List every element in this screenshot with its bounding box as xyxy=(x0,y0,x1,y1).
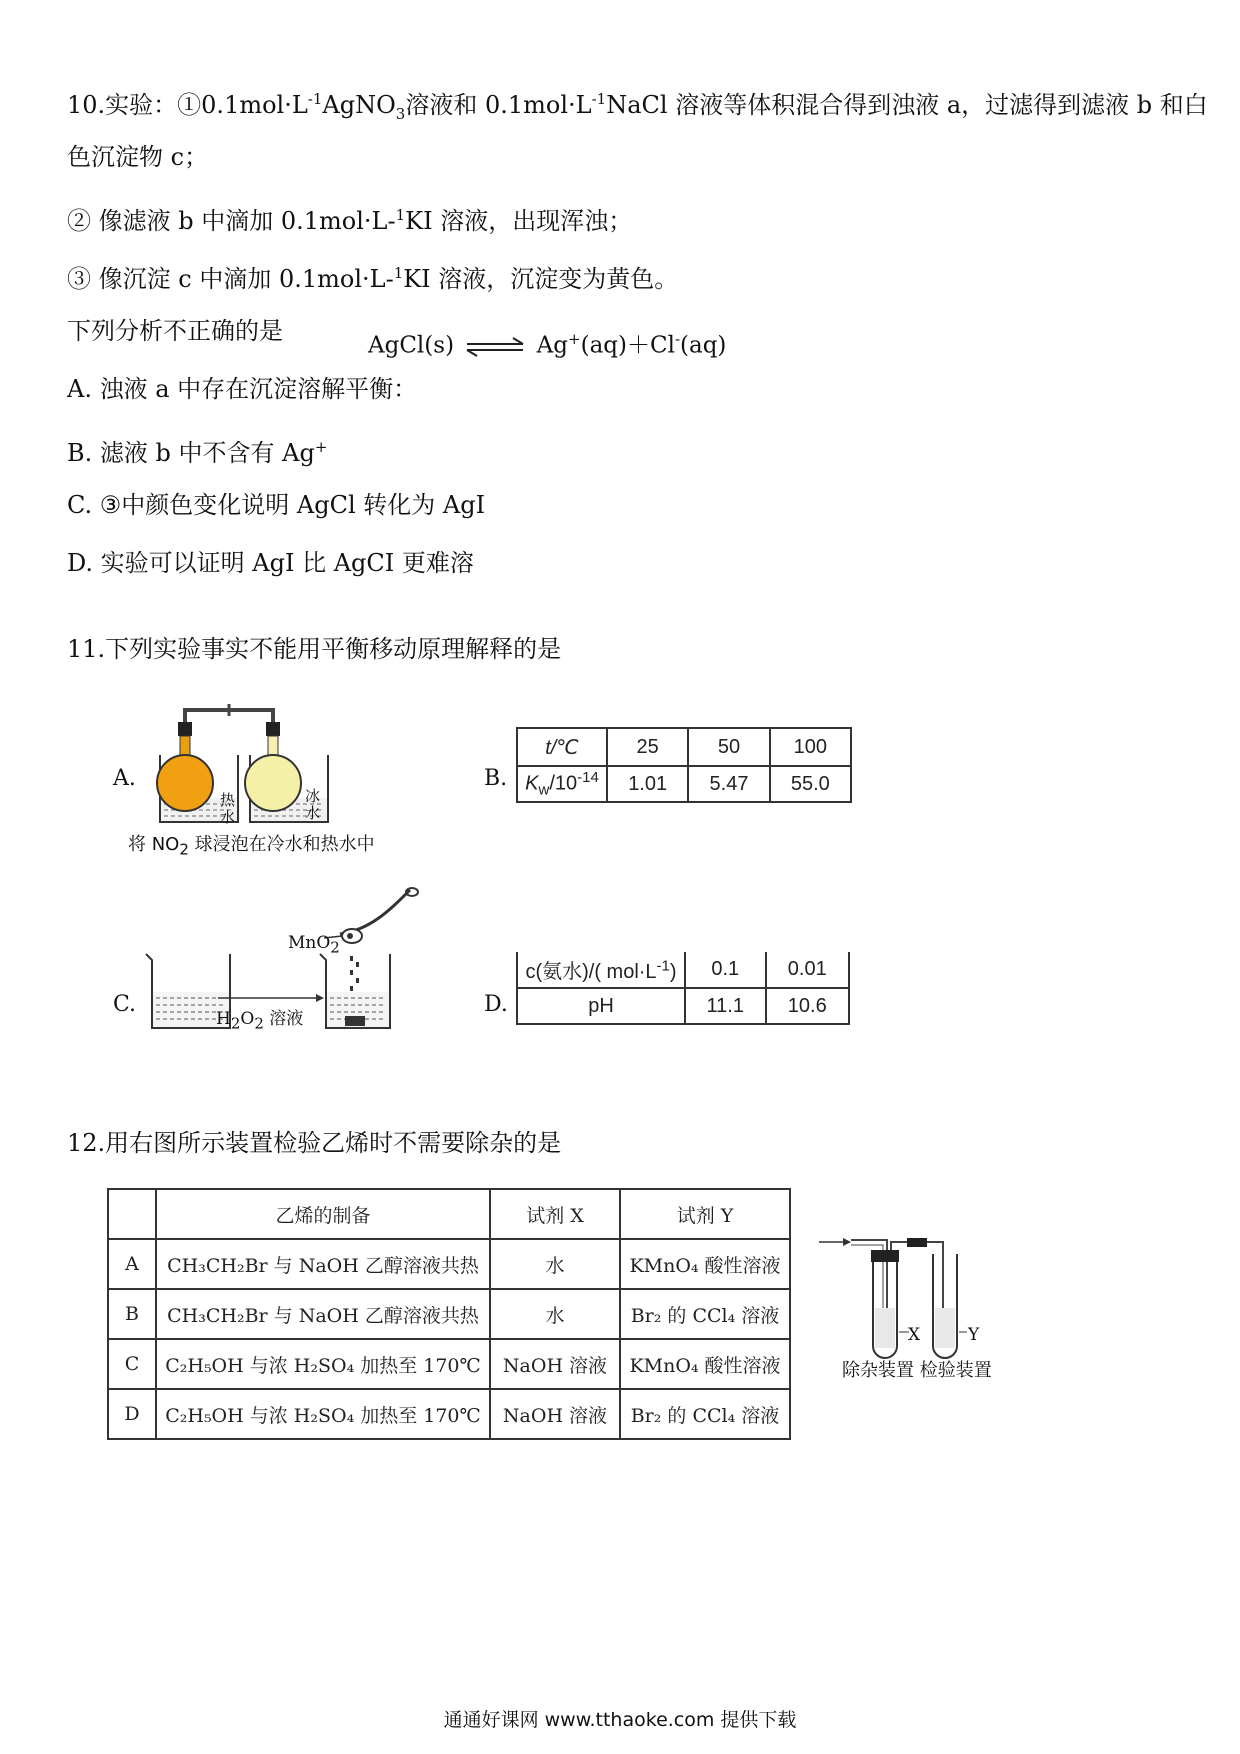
table-cell: pH xyxy=(517,988,685,1024)
no2-flasks-figure xyxy=(150,700,370,830)
table-row xyxy=(108,1289,790,1339)
table-cell: 50 xyxy=(688,728,769,766)
q10-line4: ③ 像沉淀 c 中滴加 0.1mol·L-$^1$KI 溶液，沉淀变为黄色。 xyxy=(67,264,679,293)
reagent-y-label: Y xyxy=(968,1325,980,1345)
table-cell: 10.6 xyxy=(766,988,849,1024)
q10-option-c: C. ③中颜色变化说明 AgCl 转化为 AgI xyxy=(67,491,486,519)
table-cell: 25 xyxy=(607,728,688,766)
q10-line2: 色沉淀物 c； xyxy=(67,143,209,171)
table-header xyxy=(108,1189,156,1239)
q11-d-table xyxy=(516,952,850,1025)
q11-a-label: A. xyxy=(113,766,136,791)
table-cell: KMnO₄ 酸性溶液 xyxy=(620,1339,790,1389)
q11-d-label: D. xyxy=(484,992,508,1017)
table-cell: $K_w/10^{-14}$ xyxy=(517,766,607,802)
reagent-x-label: X xyxy=(908,1325,921,1345)
q10-prompt: 下列分析不正确的是 xyxy=(67,317,283,345)
table-cell: Br₂ 的 CCl₄ 溶液 xyxy=(620,1389,790,1439)
table-cell: C₂H₅OH 与浓 H₂SO₄ 加热至 170℃ xyxy=(156,1389,490,1439)
q12-table xyxy=(107,1188,791,1440)
table-cell: 水 xyxy=(490,1239,620,1289)
q10-option-d: D. 实验可以证明 AgI 比 AgCI 更难溶 xyxy=(67,549,474,577)
q11-b-table xyxy=(516,727,852,803)
table-row xyxy=(108,1339,790,1389)
q11-stem: 11.下列实验事实不能用平衡移动原理解释的是 xyxy=(67,635,562,663)
table-cell: KMnO₄ 酸性溶液 xyxy=(620,1239,790,1289)
q11-c-label: C. xyxy=(113,992,137,1017)
table-cell: D xyxy=(108,1389,156,1439)
page-footer: 通通好课网 www.tthaoke.com 提供下载 xyxy=(443,1709,797,1731)
table-cell: c(氨水)/( $mol\cdot L^{-1}$) xyxy=(517,952,685,988)
table-cell: A xyxy=(108,1239,156,1289)
mno2-label: MnO$_2$ xyxy=(288,933,340,957)
table-row xyxy=(108,1389,790,1439)
table-cell: 0.1 xyxy=(685,952,766,988)
table-cell: 11.1 xyxy=(685,988,766,1024)
q10-line1: 10.实验：$①0.1mol\cdot L^{-1}AgNO_3$溶液和 $0.1mol\cdot L^{-1}NaCl$ 溶液等体积混合得到浊液 a，过滤得到滤液 b 和白 xyxy=(67,90,1208,123)
table-cell: 0.01 xyxy=(766,952,849,988)
q12-stem: 12.用右图所示装置检验乙烯时不需要除杂的是 xyxy=(67,1129,562,1157)
table-cell: 1.01 xyxy=(607,766,688,802)
table-cell: 水 xyxy=(490,1289,620,1339)
table-cell: NaOH 溶液 xyxy=(490,1339,620,1389)
table-header: 试剂 X xyxy=(490,1189,620,1239)
q10-line3: ② 像滤液 b 中滴加 0.1mol·L-$^1$KI 溶液，出现浑浊； xyxy=(67,206,633,235)
table-cell: CH₃CH₂Br 与 NaOH 乙醇溶液共热 xyxy=(156,1289,490,1339)
table-cell: t/℃ xyxy=(517,728,607,766)
h2o2-label: $H_2O_2$ 溶液 xyxy=(216,1009,304,1033)
table-row xyxy=(108,1239,790,1289)
q11-a-caption: 将 $NO_2$ 球浸泡在冷水和热水中 xyxy=(128,834,375,859)
table-cell: NaOH 溶液 xyxy=(490,1389,620,1439)
q10-option-b: B. 滤液 b 中不含有 Ag+ xyxy=(67,438,328,467)
table-cell: C₂H₅OH 与浓 H₂SO₄ 加热至 170℃ xyxy=(156,1339,490,1389)
apparatus-caption: 除杂装置 检验装置 xyxy=(842,1360,992,1381)
table-header: 试剂 Y xyxy=(620,1189,790,1239)
ice-water-label: 冰水 xyxy=(305,787,321,822)
q10-option-a: A. 浊液 a 中存在沉淀溶解平衡： xyxy=(67,375,418,403)
table-cell: CH₃CH₂Br 与 NaOH 乙醇溶液共热 xyxy=(156,1239,490,1289)
q10-equation: AgCl(s) Ag+(aq)＋Cl-(aq) xyxy=(368,330,727,359)
table-cell: 100 xyxy=(770,728,851,766)
equilibrium-arrow-icon xyxy=(465,337,525,357)
table-cell: C xyxy=(108,1339,156,1389)
table-cell: Br₂ 的 CCl₄ 溶液 xyxy=(620,1289,790,1339)
table-cell: B xyxy=(108,1289,156,1339)
q11-b-label: B. xyxy=(484,766,508,791)
table-cell: 5.47 xyxy=(688,766,769,802)
table-cell: 55.0 xyxy=(770,766,851,802)
hot-water-label: 热水 xyxy=(220,791,236,826)
table-header: 乙烯的制备 xyxy=(156,1189,490,1239)
